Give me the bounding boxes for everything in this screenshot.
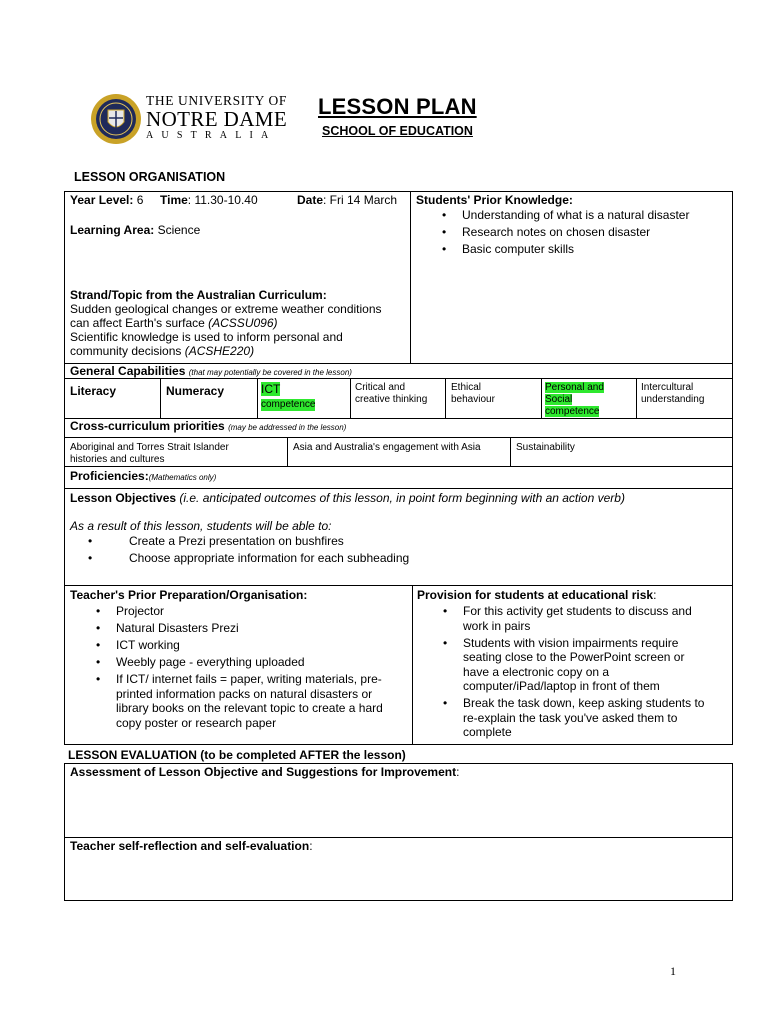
capabilities-note: (that may potentially be covered in the lesson) [188,368,352,377]
lesson-objectives [70,491,730,568]
numeracy-label: Numeracy [166,384,225,398]
page-number: 1 [670,964,676,978]
cap-numeracy [166,384,224,398]
ethical-line-2: behaviour [451,394,495,405]
ict-label: ICT [261,382,281,396]
strand-line-2: can affect Earth's surface [70,316,209,330]
section-title: LESSON ORGANISATION [74,170,226,184]
objectives-label: Lesson Objectives [70,491,177,505]
objectives-note: (i.e. anticipated outcomes of this lesson, in point form beginning with an action verb) [176,491,625,505]
preparation-label: Teacher's Prior Preparation/Organisation: [70,588,308,602]
strand-line-3: Scientific knowledge is used to inform personal and [70,330,343,344]
provision-colon: : [653,588,657,602]
personal-line-3: competence [545,406,600,417]
time-label: Time [160,193,188,207]
time-value: : 11.30-10.40 [187,193,258,207]
list-item [439,604,729,633]
cap-intercultural [641,382,704,406]
university-logo [90,92,290,146]
objectives-intro: As a result of this lesson, students will be able to: [70,519,332,533]
provision-item-1-line-1: • For this activity get students to discuss and [463,604,692,618]
cap-ict [261,382,315,411]
prep-item-5-line-2: printed information packs on natural disasters or [116,686,373,701]
list-item: • Projector [92,604,408,619]
provision-item-1-line-2: work in pairs [463,618,531,633]
evaluation-title-text: LESSON EVALUATION (to be completed AFTER the lesson) [68,748,406,762]
proficiencies-note: (Mathematics only) [148,473,217,482]
learning-area-label: Learning Area: [70,223,155,237]
list-item: • ICT working [92,638,408,653]
provision-label: Provision for students at educational risk [417,588,654,602]
date-value: : Fri 14 March [323,193,398,207]
critical-line-1: Critical and [355,382,406,393]
page-subtitle: SCHOOL OF EDUCATION [322,124,473,138]
list-item: • Weebly page - everything uploaded [92,655,408,670]
provision-item-2-line-1: • Students with vision impairments require [463,635,679,650]
cross-item-asia: Asia and Australia's engagement with Asia [293,442,481,453]
university-crest-icon [90,92,142,146]
list-item [92,672,408,730]
cross-curriculum-heading [70,419,346,433]
cross-item-aboriginal [70,442,229,466]
list-item: • Understanding of what is a natural disaster [438,208,726,223]
page-title: LESSON PLAN [318,94,477,119]
literacy-label: Literacy [70,384,117,398]
logo-line-1: THE UNIVERSITY OF [146,93,287,108]
cap-ethical [451,382,495,406]
assessment-field[interactable] [70,765,459,779]
reflection-colon: : [309,839,313,853]
assessment-colon: : [456,765,460,779]
prep-item-5-line-4: copy poster or research paper [116,715,277,730]
strand-line-4: community decisions [70,344,185,358]
strand-code-1: (ACSSU096) [208,316,278,330]
learning-area-value: Science [154,223,201,237]
provision-item-2-line-3: have a electronic copy on a [463,664,610,679]
personal-line-2: Social [545,394,573,405]
cross-item-sustainability: Sustainability [516,442,575,453]
personal-line-1: Personal and [545,382,604,393]
provision-at-risk [417,588,729,742]
cap-critical [355,382,427,406]
cross-item-1-line-2: histories and cultures [70,454,165,465]
ict-label-2: competence [261,399,316,410]
prep-item-5-line-3: library books on the relevant topic to create a hard [116,701,383,715]
cap-literacy [70,384,116,398]
strand-topic [70,288,406,358]
cross-item-1-line-1: Aboriginal and Torres Strait Islander [70,442,229,453]
list-item: • Choose appropriate information for each subheading [84,551,730,566]
year-time-date-row [70,193,143,207]
reflection-label: Teacher self-reflection and self-evaluation [70,839,310,853]
list-item [439,696,729,740]
provision-item-3-line-1: • Break the task down, keep asking students to [463,696,705,710]
proficiencies [70,469,216,483]
teacher-preparation [70,588,408,733]
provision-item-2-line-4: computer/iPad/laptop in front of them [463,679,660,693]
capabilities-label: General Capabilities [70,364,186,378]
intercultural-line-2: understanding [641,394,705,405]
list-item: • Research notes on chosen disaster [438,225,726,240]
year-level-label: Year Level: [70,193,134,207]
reflection-field[interactable] [70,839,313,853]
cross-curriculum-note: (may be addressed in the lesson) [228,423,347,432]
evaluation-title [68,748,406,762]
provision-item-3-line-2: re-explain the task you've asked them to [463,710,678,725]
list-item: • Create a Prezi presentation on bushfires [84,534,730,549]
prep-item-5-line-1: • If ICT/ internet fails = paper, writing materials, pre- [116,672,382,686]
date-field [297,193,397,207]
cap-personal [545,382,604,418]
list-item: • Natural Disasters Prezi [92,621,408,636]
critical-line-2: creative thinking [355,394,428,405]
general-capabilities-heading [70,364,352,378]
ethical-line-1: Ethical [451,382,482,393]
provision-item-2-line-2: seating close to the PowerPoint screen or [463,650,685,664]
assessment-label: Assessment of Lesson Objective and Suggestions for Improvement [70,765,457,779]
date-label: Date [297,193,324,207]
prior-knowledge [416,193,726,259]
intercultural-line-1: Intercultural [641,382,694,393]
logo-line-2: NOTRE DAME [146,107,288,131]
learning-area [70,223,200,237]
year-level-value: 6 [133,193,144,207]
logo-line-3: AUSTRALIA [146,130,277,141]
prior-knowledge-label: Students' Prior Knowledge: [416,193,573,207]
strand-code-2: (ACSHE220) [184,344,255,358]
list-item: • Basic computer skills [438,242,726,257]
evaluation-table [64,763,733,901]
strand-line-1: Sudden geological changes or extreme weather conditions [70,302,382,316]
time-field [160,193,258,207]
cross-curriculum-label: Cross-curriculum priorities [70,419,225,433]
strand-label: Strand/Topic from the Australian Curriculum: [70,288,327,302]
list-item [439,636,729,694]
provision-item-3-line-3: complete [463,725,512,739]
proficiencies-label: Proficiencies: [70,469,149,483]
